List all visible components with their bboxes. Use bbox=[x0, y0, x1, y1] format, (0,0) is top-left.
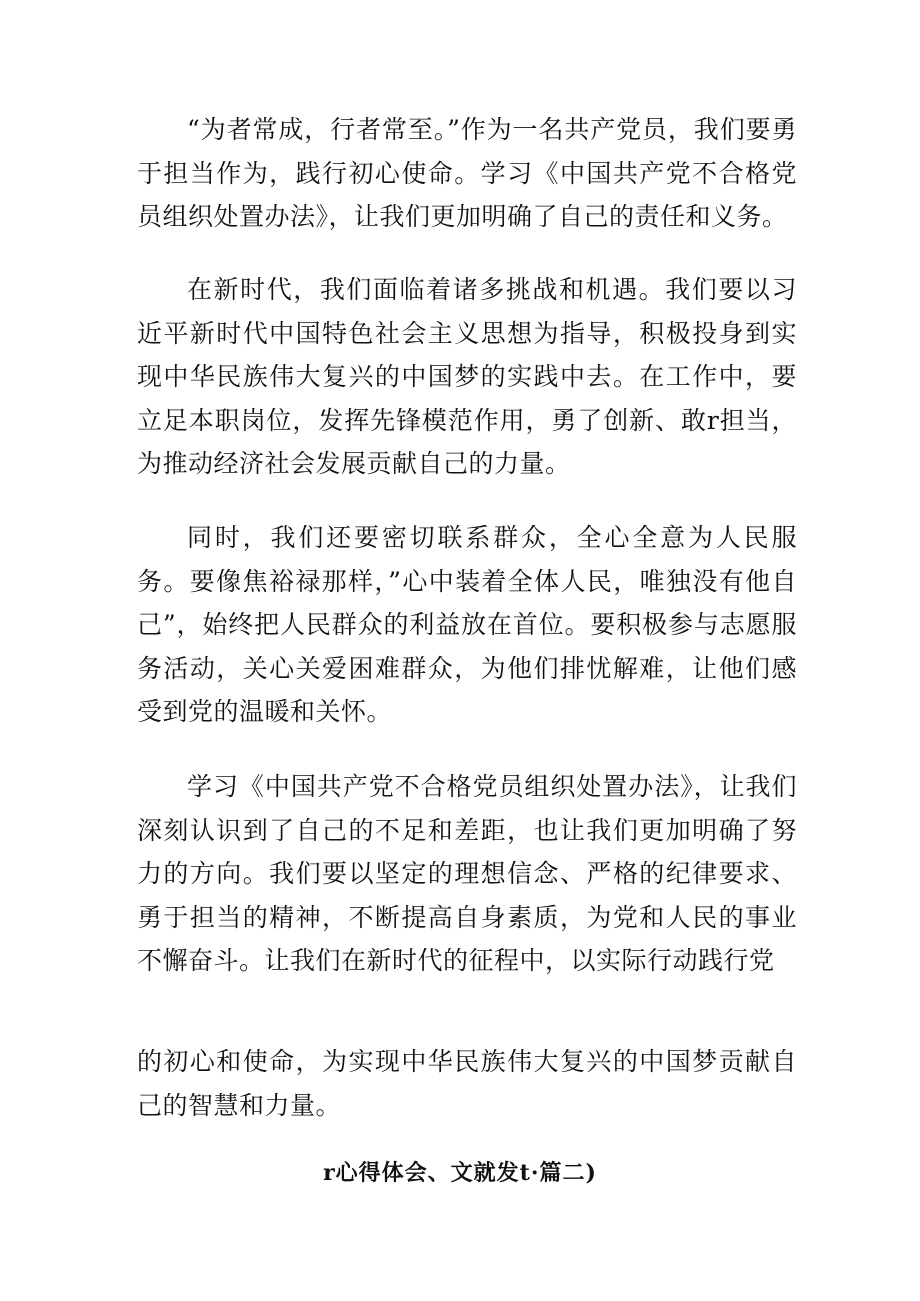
paragraph-5: 的初心和使命，为实现中华民族伟大复兴的中国梦贡献自己的智慧和力量。 bbox=[137, 1047, 797, 1120]
paragraph-4: 学习《中国共产党不合格党员组织处置办法》，让我们深刻认识到了自己的不足和差距，也让我们更加明确了努力的方向。我们要以坚定的理想信念、严格的纪律要求、勇于担当的精神，不断提高自身素质，为党和人民的事业不懈奋斗。让我们在新时代的征程中，以实际行动践行党 bbox=[137, 772, 797, 975]
paragraph-3: 同时，我们还要密切联系群众，全心全意为人民服务。要像焦裕禄那样，”心中装着全体人民，唯独没有他自己”，始终把人民群众的利益放在首位。要积极参与志愿服务活动，关心关爱困难群众，为他们排忧解难，让他们感受到党的温暖和关怀。 bbox=[137, 523, 797, 726]
section-heading: r心得体会、文就发t·篇二) bbox=[323, 1160, 597, 1186]
paragraph-2: 在新时代，我们面临着诸多挑战和机遇。我们要以习近平新时代中国特色社会主义思想为指导，积极投身到实现中华民族伟大复兴的中国梦的实践中去。在工作中，要立足本职岗位，发挥先锋模范作用，勇了创新、敢r担当，为推动经济社会发展贡献自己的力量。 bbox=[137, 275, 797, 478]
paragraph-1: “为者常成，行者常至。”作为一名共产党员，我们要勇于担当作为，践行初心使命。学习《中国共产党不合格党员组织处置办法》，让我们更加明确了自己的责任和义务。 bbox=[137, 115, 797, 231]
